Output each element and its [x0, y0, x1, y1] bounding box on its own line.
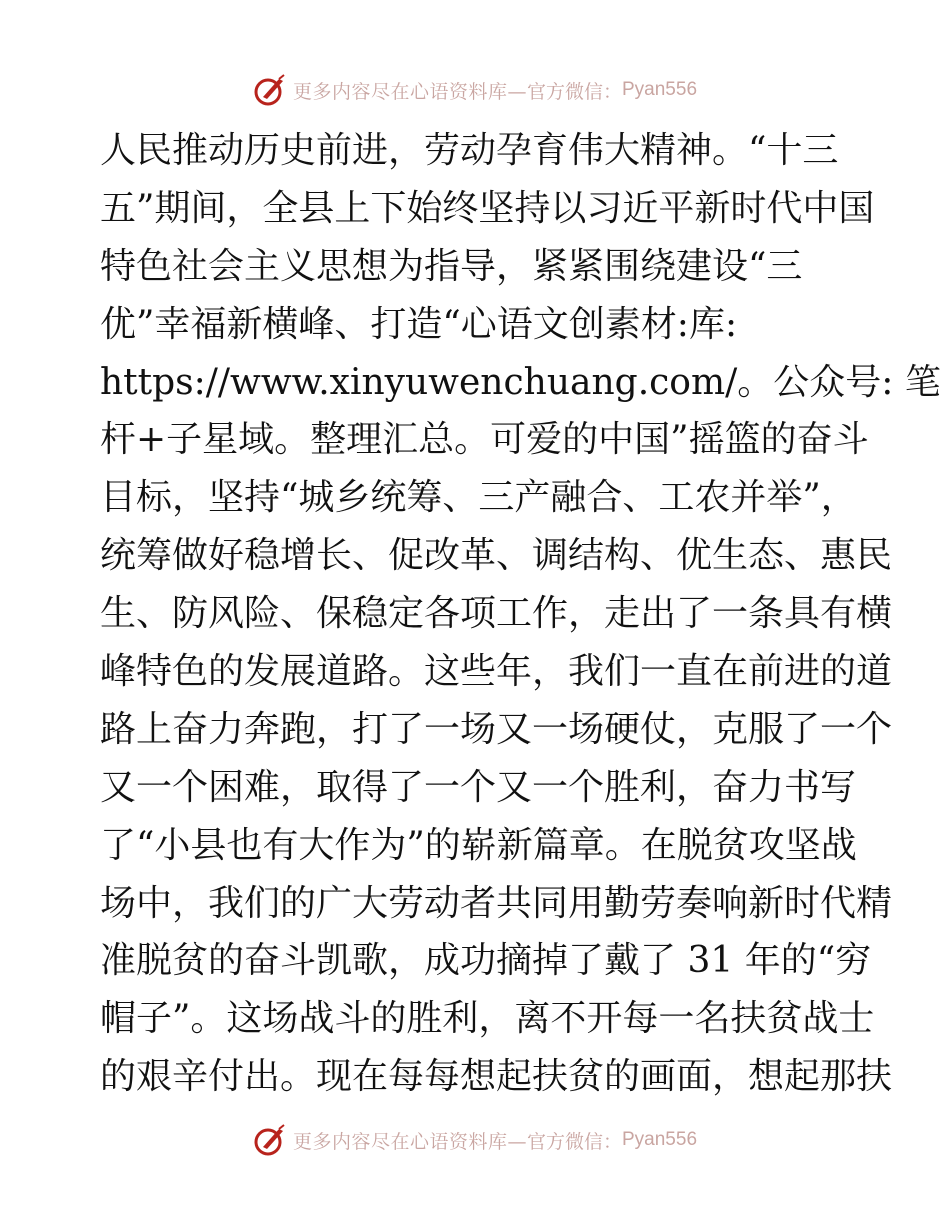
body-line: 生、防风险、保稳定各项工作，走出了一条具有横 — [100, 593, 893, 635]
body-line: 五”期间，全县上下始终坚持以习近平新时代中国 — [100, 187, 875, 229]
body-line: 的艰辛付出。现在每每想起扶贫的画面，想起那扶 — [100, 1056, 893, 1098]
body-line: https://www.xinyuwenchuang.com/。公众号: 笔 — [100, 361, 941, 403]
header-wechat-label: 官方微信： — [526, 80, 622, 103]
body-line: 了“小县也有大作为”的崭新篇章。在脱贫攻坚战 — [100, 824, 857, 866]
footer-wechat-id: Pyan556 — [622, 1129, 698, 1150]
body-line: 峰特色的发展道路。这些年，我们一直在前进的道 — [100, 651, 893, 693]
header-banner-text: 更多内容尽在心语资料库— — [292, 80, 527, 103]
body-line: 特色社会主义思想为指导，紧紧围绕建设“三 — [100, 245, 803, 287]
footer-watermark-banner — [0, 1120, 950, 1160]
document-body — [100, 122, 941, 1106]
header-watermark-banner — [0, 70, 950, 110]
body-line: 场中，我们的广大劳动者共同用勤劳奏响新时代精 — [100, 882, 893, 924]
body-line: 人民推动历史前进，劳动孕育伟大精神。“十三 — [100, 130, 839, 171]
body-line: 帽子”。这场战斗的胜利，离不开每一名扶贫战士 — [100, 998, 875, 1040]
body-line: 准脱贫的奋斗凯歌，成功摘掉了戴了 31 年的“穷 — [100, 940, 872, 982]
body-line: 统筹做好稳增长、促改革、调结构、优生态、惠民 — [100, 535, 893, 577]
body-line: 杆+子星域。整理汇总。可爱的中国”摇篮的奋斗 — [100, 419, 869, 461]
body-line: 又一个困难，取得了一个又一个胜利，奋力书写 — [100, 766, 857, 808]
quill-pen-logo-icon — [253, 73, 287, 107]
header-wechat-id: Pyan556 — [622, 79, 698, 100]
quill-pen-logo-icon — [253, 1123, 287, 1157]
body-line: 路上奋力奔跑，打了一场又一场硬仗，克服了一个 — [100, 708, 893, 750]
footer-wechat-label: 官方微信： — [526, 1130, 622, 1153]
body-line: 优”幸福新横峰、打造“心语文创素材:库: — [100, 303, 738, 345]
body-line: 目标，坚持“城乡统筹、三产融合、工农并举”， — [100, 477, 857, 519]
footer-banner-text: 更多内容尽在心语资料库— — [292, 1130, 527, 1153]
